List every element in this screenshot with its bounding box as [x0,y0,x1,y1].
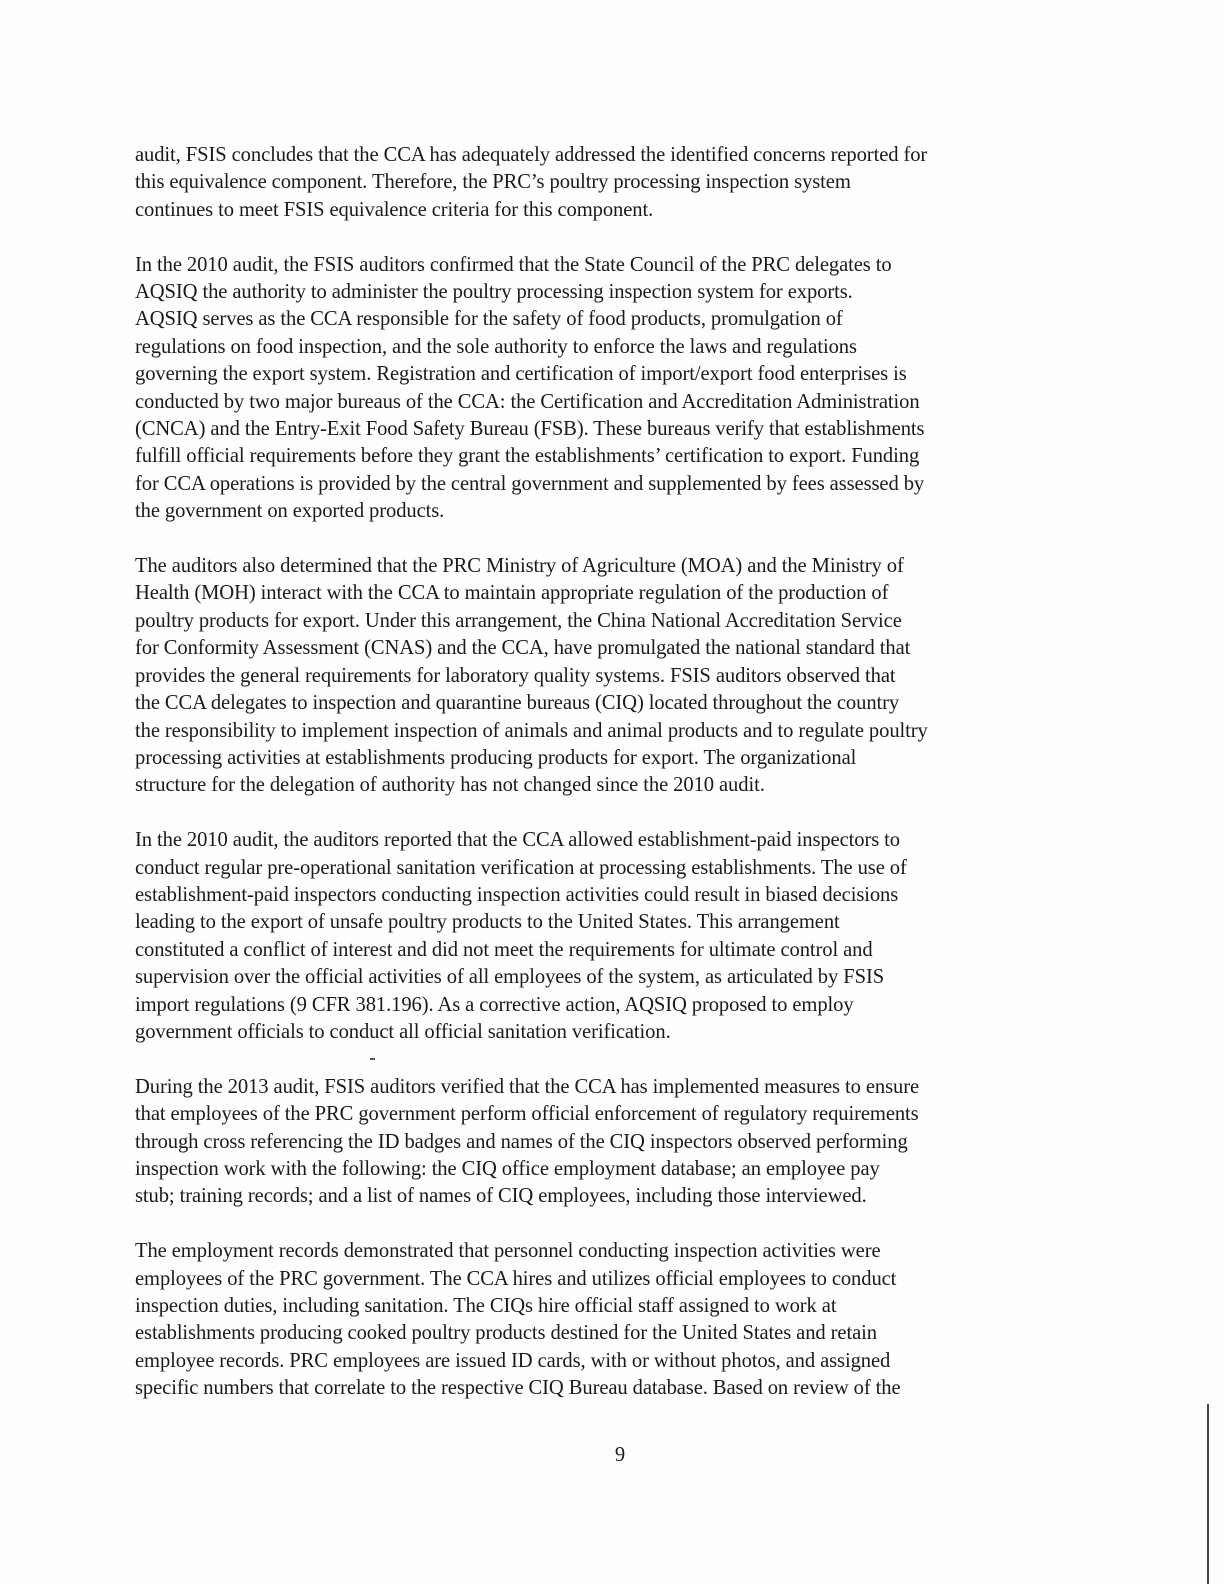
scan-artifact-mark [370,1058,375,1060]
scan-edge-line [1207,1404,1209,1584]
paragraph: The auditors also determined that the PRC Ministry of Agriculture (MOA) and the Ministry of Health (MOH) interact with the CCA to maintain appropriate regulation of the production of poultry products for export. Under this arrangement, the China National Accreditation Service for Conformity Assessment (CNAS) and the CCA, have promulgated the national standard that provides the general requirements for laboratory quality systems. FSIS auditors observed that the CCA delegates to inspection and quarantine bureaus (CIQ) located throughout the country the responsibility to implement inspection of animals and animal products and to regulate poultry processing activities at establishments producing products for export. The organizational structure for the delegation of authority has not changed since the 2010 audit. [135,555,928,797]
paragraph: In the 2010 audit, the auditors reported that the CCA allowed establishment-paid inspectors to conduct regular pre-operational sanitation verification at processing establishments. The use of establishment-paid inspectors conducting inspection activities could result in biased decisions leading to the export of unsafe poultry products to the United States. This arrangement constituted a conflict of interest and did not meet the requirements for ultimate control and supervision over the official activities of all employees of the system, as articulated by FSIS import regulations (9 CFR 381.196). As a corrective action, AQSIQ proposed to employ government officials to conduct all official sanitation verification. [135,829,907,1043]
document-body [135,142,1070,1403]
paragraph: In the 2010 audit, the FSIS auditors confirmed that the State Council of the PRC delegates to AQSIQ the authority to administer the poultry processing inspection system for exports. AQSIQ serves as the CCA responsible for the safety of food products, promulgation of regulations on food inspection, and the sole authority to enforce the laws and regulations governing the export system. Registration and certification of import/export food enterprises is conducted by two major bureaus of the CCA: the Certification and Accreditation Administration (CNCA) and the Entry-Exit Food Safety Bureau (FSB). These bureaus verify that establishments fulfill official requirements before they grant the establishments’ certification to export. Funding for CCA operations is provided by the central government and supplemented by fees assessed by the government on exported products. [135,253,925,523]
paragraph: audit, FSIS concludes that the CCA has adequately addressed the identified concerns reported for this equivalence component. Therefore, the PRC’s poultry processing inspection system continues to meet FSIS equivalence criteria for this component. [135,144,928,221]
paragraph: During the 2013 audit, FSIS auditors verified that the CCA has implemented measures to ensure that employees of the PRC government perform official enforcement of regulatory requirements through cross referencing the ID badges and names of the CIQ inspectors observed performing inspection work with the following: the CIQ office employment database; an employee pay stub; training records; and a list of names of CIQ employees, including those interviewed. [135,1075,919,1208]
paragraph: The employment records demonstrated that personnel conducting inspection activities were employees of the PRC government. The CCA hires and utilizes official employees to conduct inspection duties, including sanitation. The CIQs hire official staff assigned to work at establishments producing cooked poultry products destined for the United States and retain employee records. PRC employees are issued ID cards, with or without photos, and assigned specific numbers that correlate to the respective CIQ Bureau database. Based on review of the [135,1240,901,1400]
page-number: 9 [614,1444,626,1466]
